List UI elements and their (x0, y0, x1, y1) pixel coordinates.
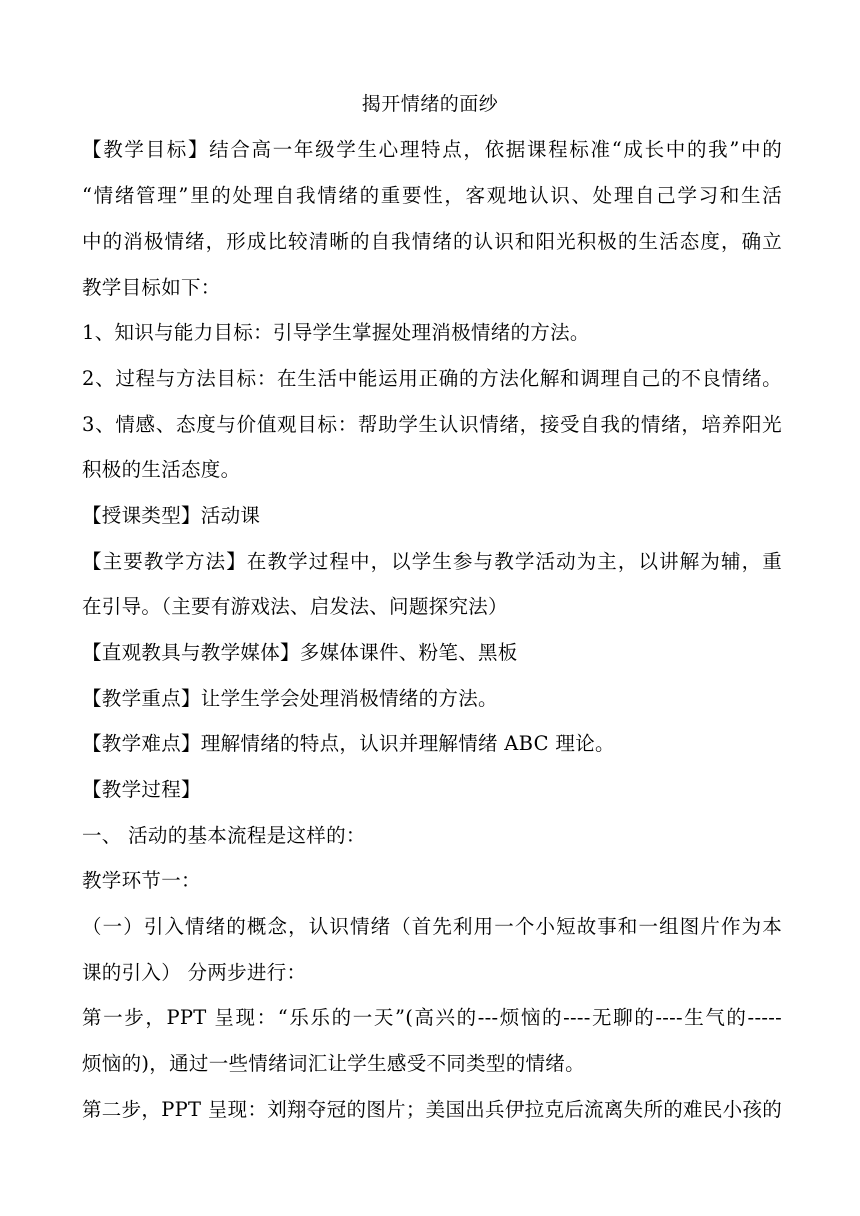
text-line: 一、 活动的基本流程是这样的： (82, 824, 366, 847)
text-line: （一）引入情绪的概念，认识情绪（首先利用一个小短故事和一组图片作为本 (82, 915, 782, 938)
text-line: 【主要教学方法】在教学过程中，以学生参与教学活动为主，以讲解为辅，重 (82, 550, 782, 573)
text-line: 教学目标如下： (82, 276, 221, 299)
text-line: 在引导。（主要有游戏法、启发法、问题探究法） (82, 595, 508, 618)
text-line: 1、知识与能力目标：引导学生掌握处理消极情绪的方法。 (82, 321, 590, 344)
text-line: 课的引入） 分两步进行： (82, 961, 307, 984)
text-line: 烦恼的)，通过一些情绪词汇让学生感受不同类型的情绪。 (82, 1052, 585, 1075)
document-title: 揭开情绪的面纱 (361, 93, 499, 115)
text-line: 【教学难点】理解情绪的特点，认识并理解情绪 ABC 理论。 (82, 732, 615, 755)
text-line: 中的消极情绪，形成比较清晰的自我情绪的认识和阳光积极的生活态度，确立 (82, 230, 782, 253)
text-line: 教学环节一： (82, 869, 201, 892)
text-line: 积极的生活态度。 (82, 458, 241, 481)
text-line: 【教学过程】 (82, 778, 201, 801)
text-line: “情绪管理”里的处理自我情绪的重要性，客观地认识、处理自己学习和生活 (82, 184, 782, 207)
text-line: 【教学重点】让学生学会处理消极情绪的方法。 (82, 687, 498, 710)
text-line: 第一步，PPT 呈现：“乐乐的一天”(高兴的---烦恼的----无聊的----生气的----- (82, 1006, 782, 1029)
text-line: 第二步，PPT 呈现：刘翔夺冠的图片；美国出兵伊拉克后流离失所的难民小孩的 (82, 1098, 783, 1121)
text-line: 【授课类型】活动课 (82, 504, 261, 527)
text-line: 2、过程与方法目标：在生活中能运用正确的方法化解和调理自己的不良情绪。 (82, 367, 782, 390)
text-line: 3、情感、态度与价值观目标：帮助学生认识情绪，接受自我的情绪，培养阳光 (82, 413, 782, 436)
text-line: 【直观教具与教学媒体】多媒体课件、粉笔、黑板 (82, 641, 518, 664)
text-line: 【教学目标】结合高一年级学生心理特点，依据课程标准“成长中的我”中的 (82, 138, 782, 161)
